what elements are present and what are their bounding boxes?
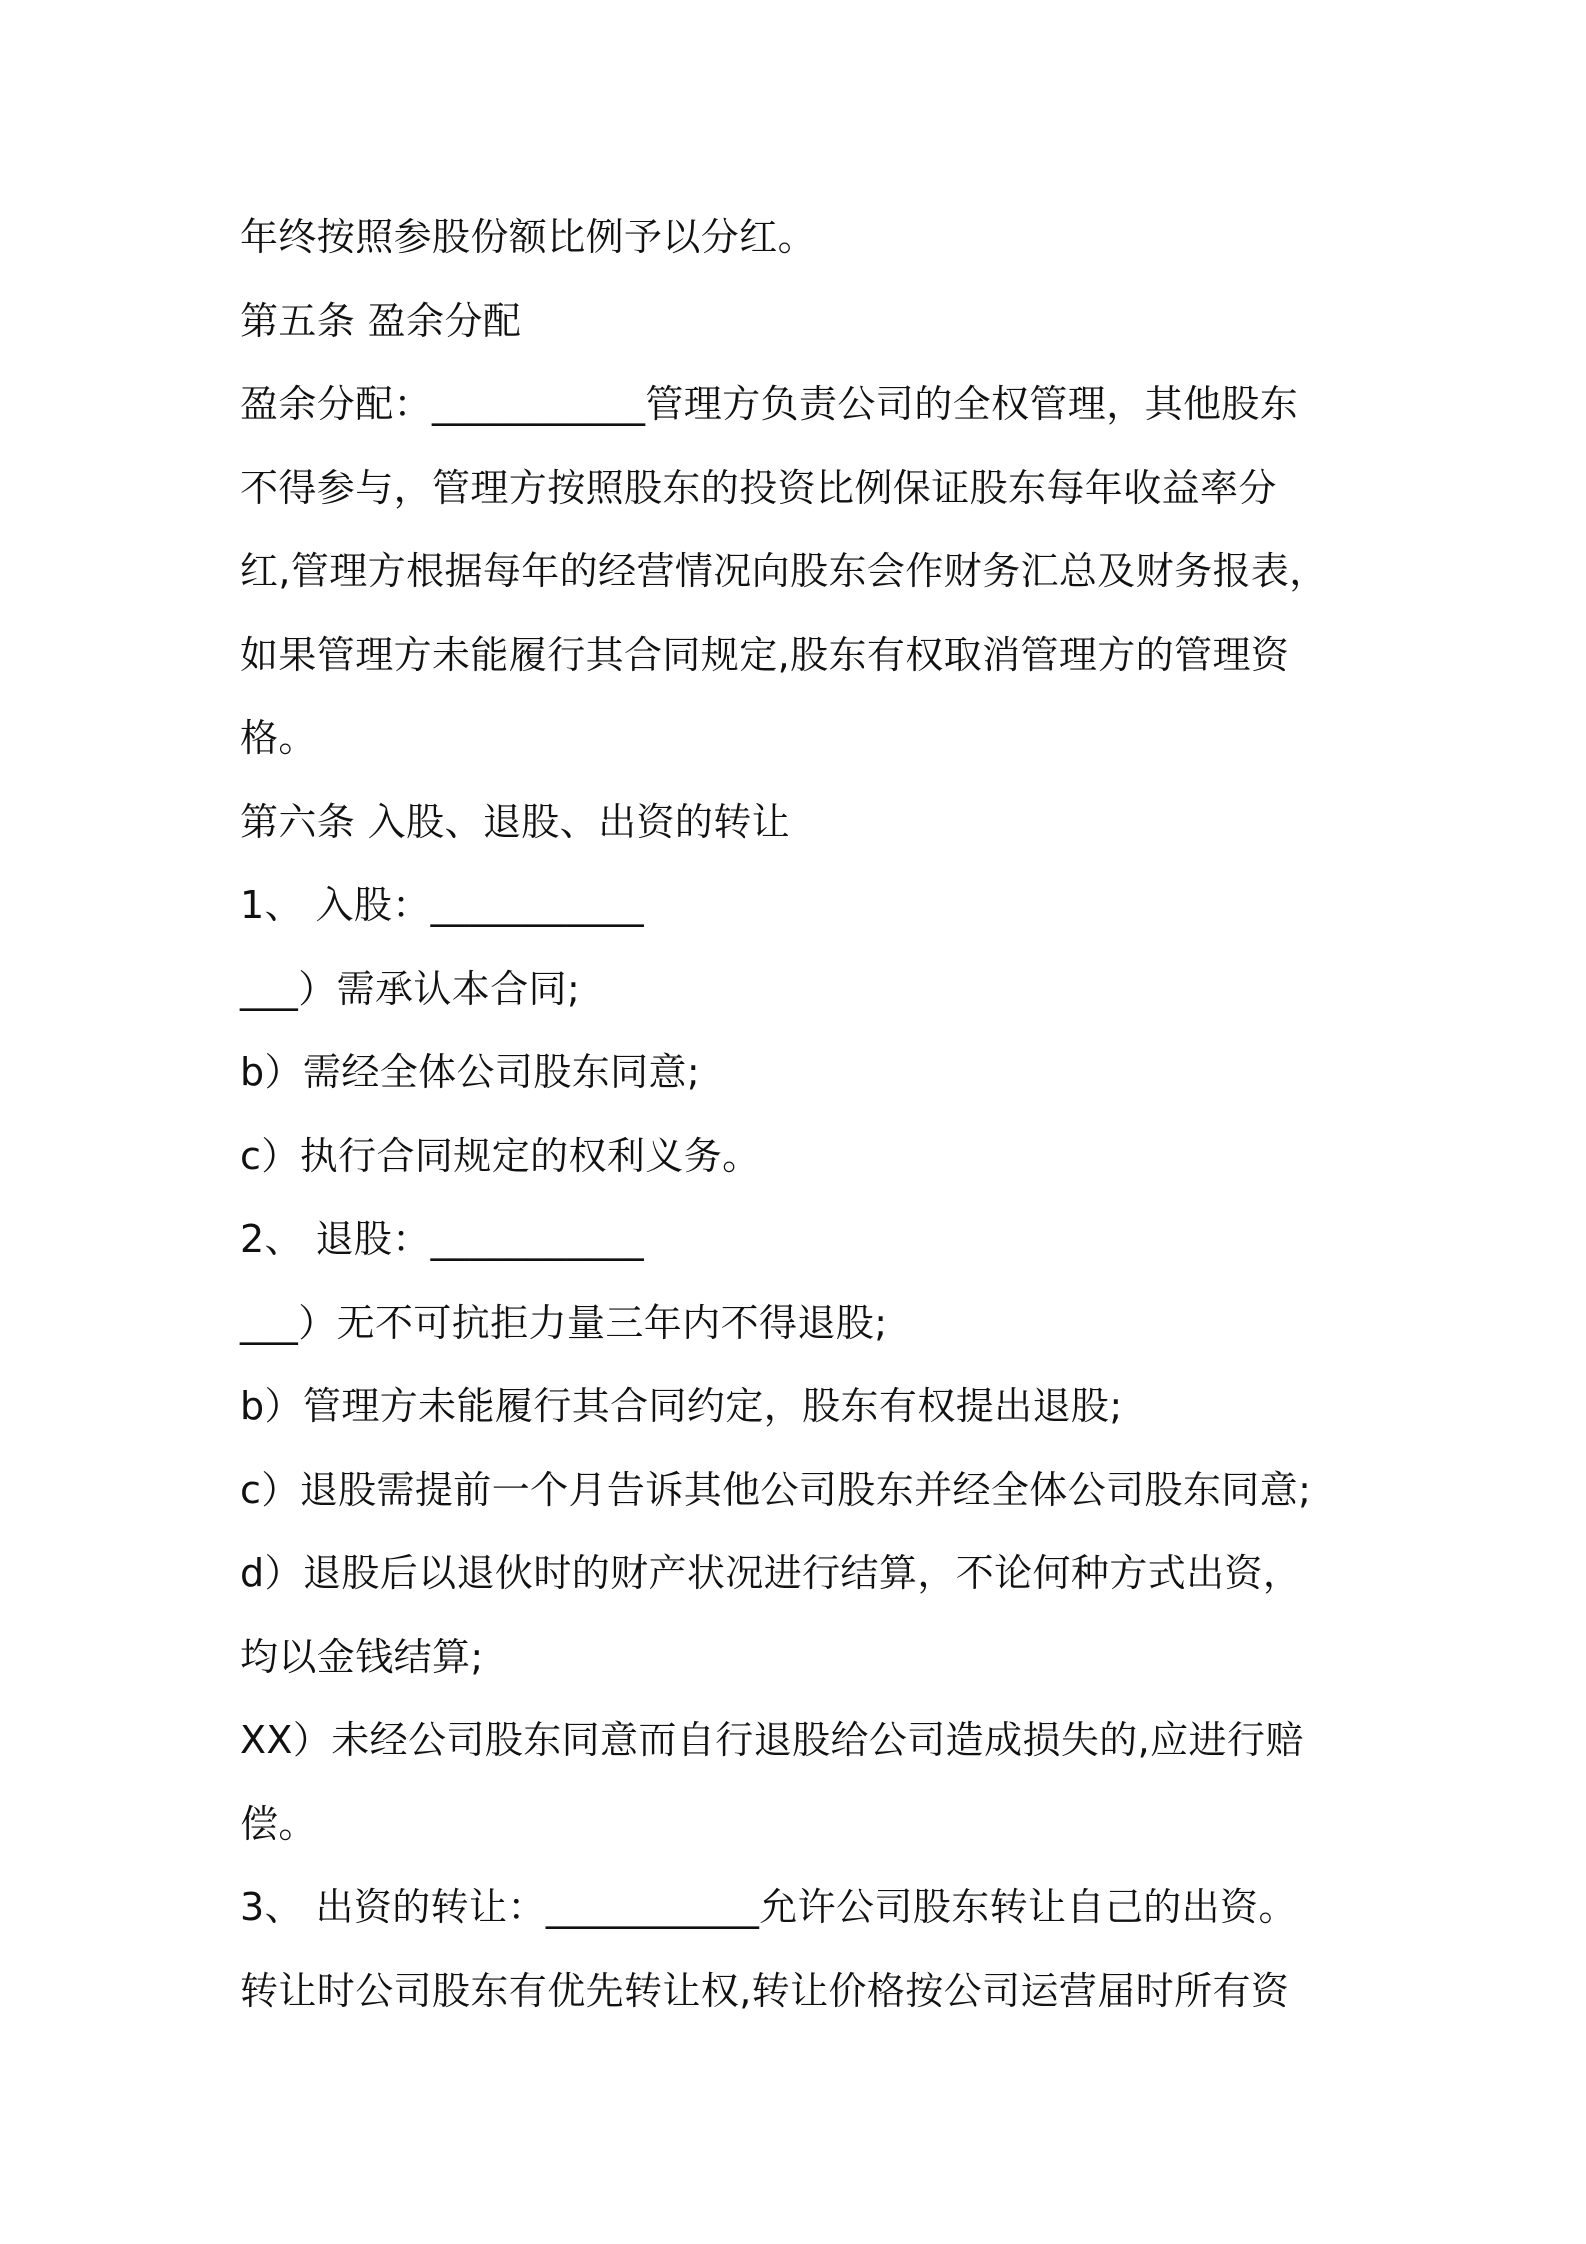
text-line: 如果管理方未能履行其合同规定,股东有权取消管理方的管理资	[240, 632, 1290, 677]
list-item: c）执行合同规定的权利义务。	[240, 1133, 761, 1178]
list-item: 3、 出资的转让：___________允许公司股东转让自己的出资。	[240, 1885, 1297, 1929]
list-item: ___）无不可抗拒力量三年内不得退股;	[240, 1300, 888, 1345]
list-item: b）需经全体公司股东同意;	[240, 1050, 701, 1094]
text-line: 转让时公司股东有优先转让权,转让价格按公司运营届时所有资	[240, 1968, 1290, 2013]
list-item: 2、 退股：___________	[240, 1217, 645, 1261]
text-line: 年终按照参股份额比例予以分红。	[240, 215, 817, 259]
article-heading: 第六条 入股、退股、出资的转让	[240, 799, 791, 844]
list-item: d）退股后以退伙时的财产状况进行结算，不论何种方式出资，	[240, 1551, 1302, 1595]
list-item: c）退股需提前一个月告诉其他公司股东并经全体公司股东同意;	[240, 1467, 1312, 1512]
list-item: b）管理方未能履行其合同约定，股东有权提出退股;	[240, 1384, 1123, 1428]
list-item: XX）未经公司股东同意而自行退股给公司造成损失的,应进行赔	[240, 1718, 1304, 1762]
text-line: 盈余分配：___________管理方负责公司的全权管理，其他股东	[240, 382, 1299, 426]
text-line: 偿。	[240, 1801, 317, 1846]
text-line: 格。	[240, 716, 317, 760]
text-line: 红,管理方根据每年的经营情况向股东会作财务汇总及财务报表，	[240, 549, 1328, 593]
text-line: 不得参与，管理方按照股东的投资比例保证股东每年收益率分	[240, 465, 1277, 510]
list-item: ___）需承认本合同;	[240, 966, 581, 1011]
article-heading: 第五条 盈余分配	[240, 298, 522, 343]
list-item: 1、 入股：___________	[240, 883, 645, 927]
document-body	[240, 196, 1360, 2033]
text-line: 均以金钱结算;	[240, 1634, 484, 1679]
